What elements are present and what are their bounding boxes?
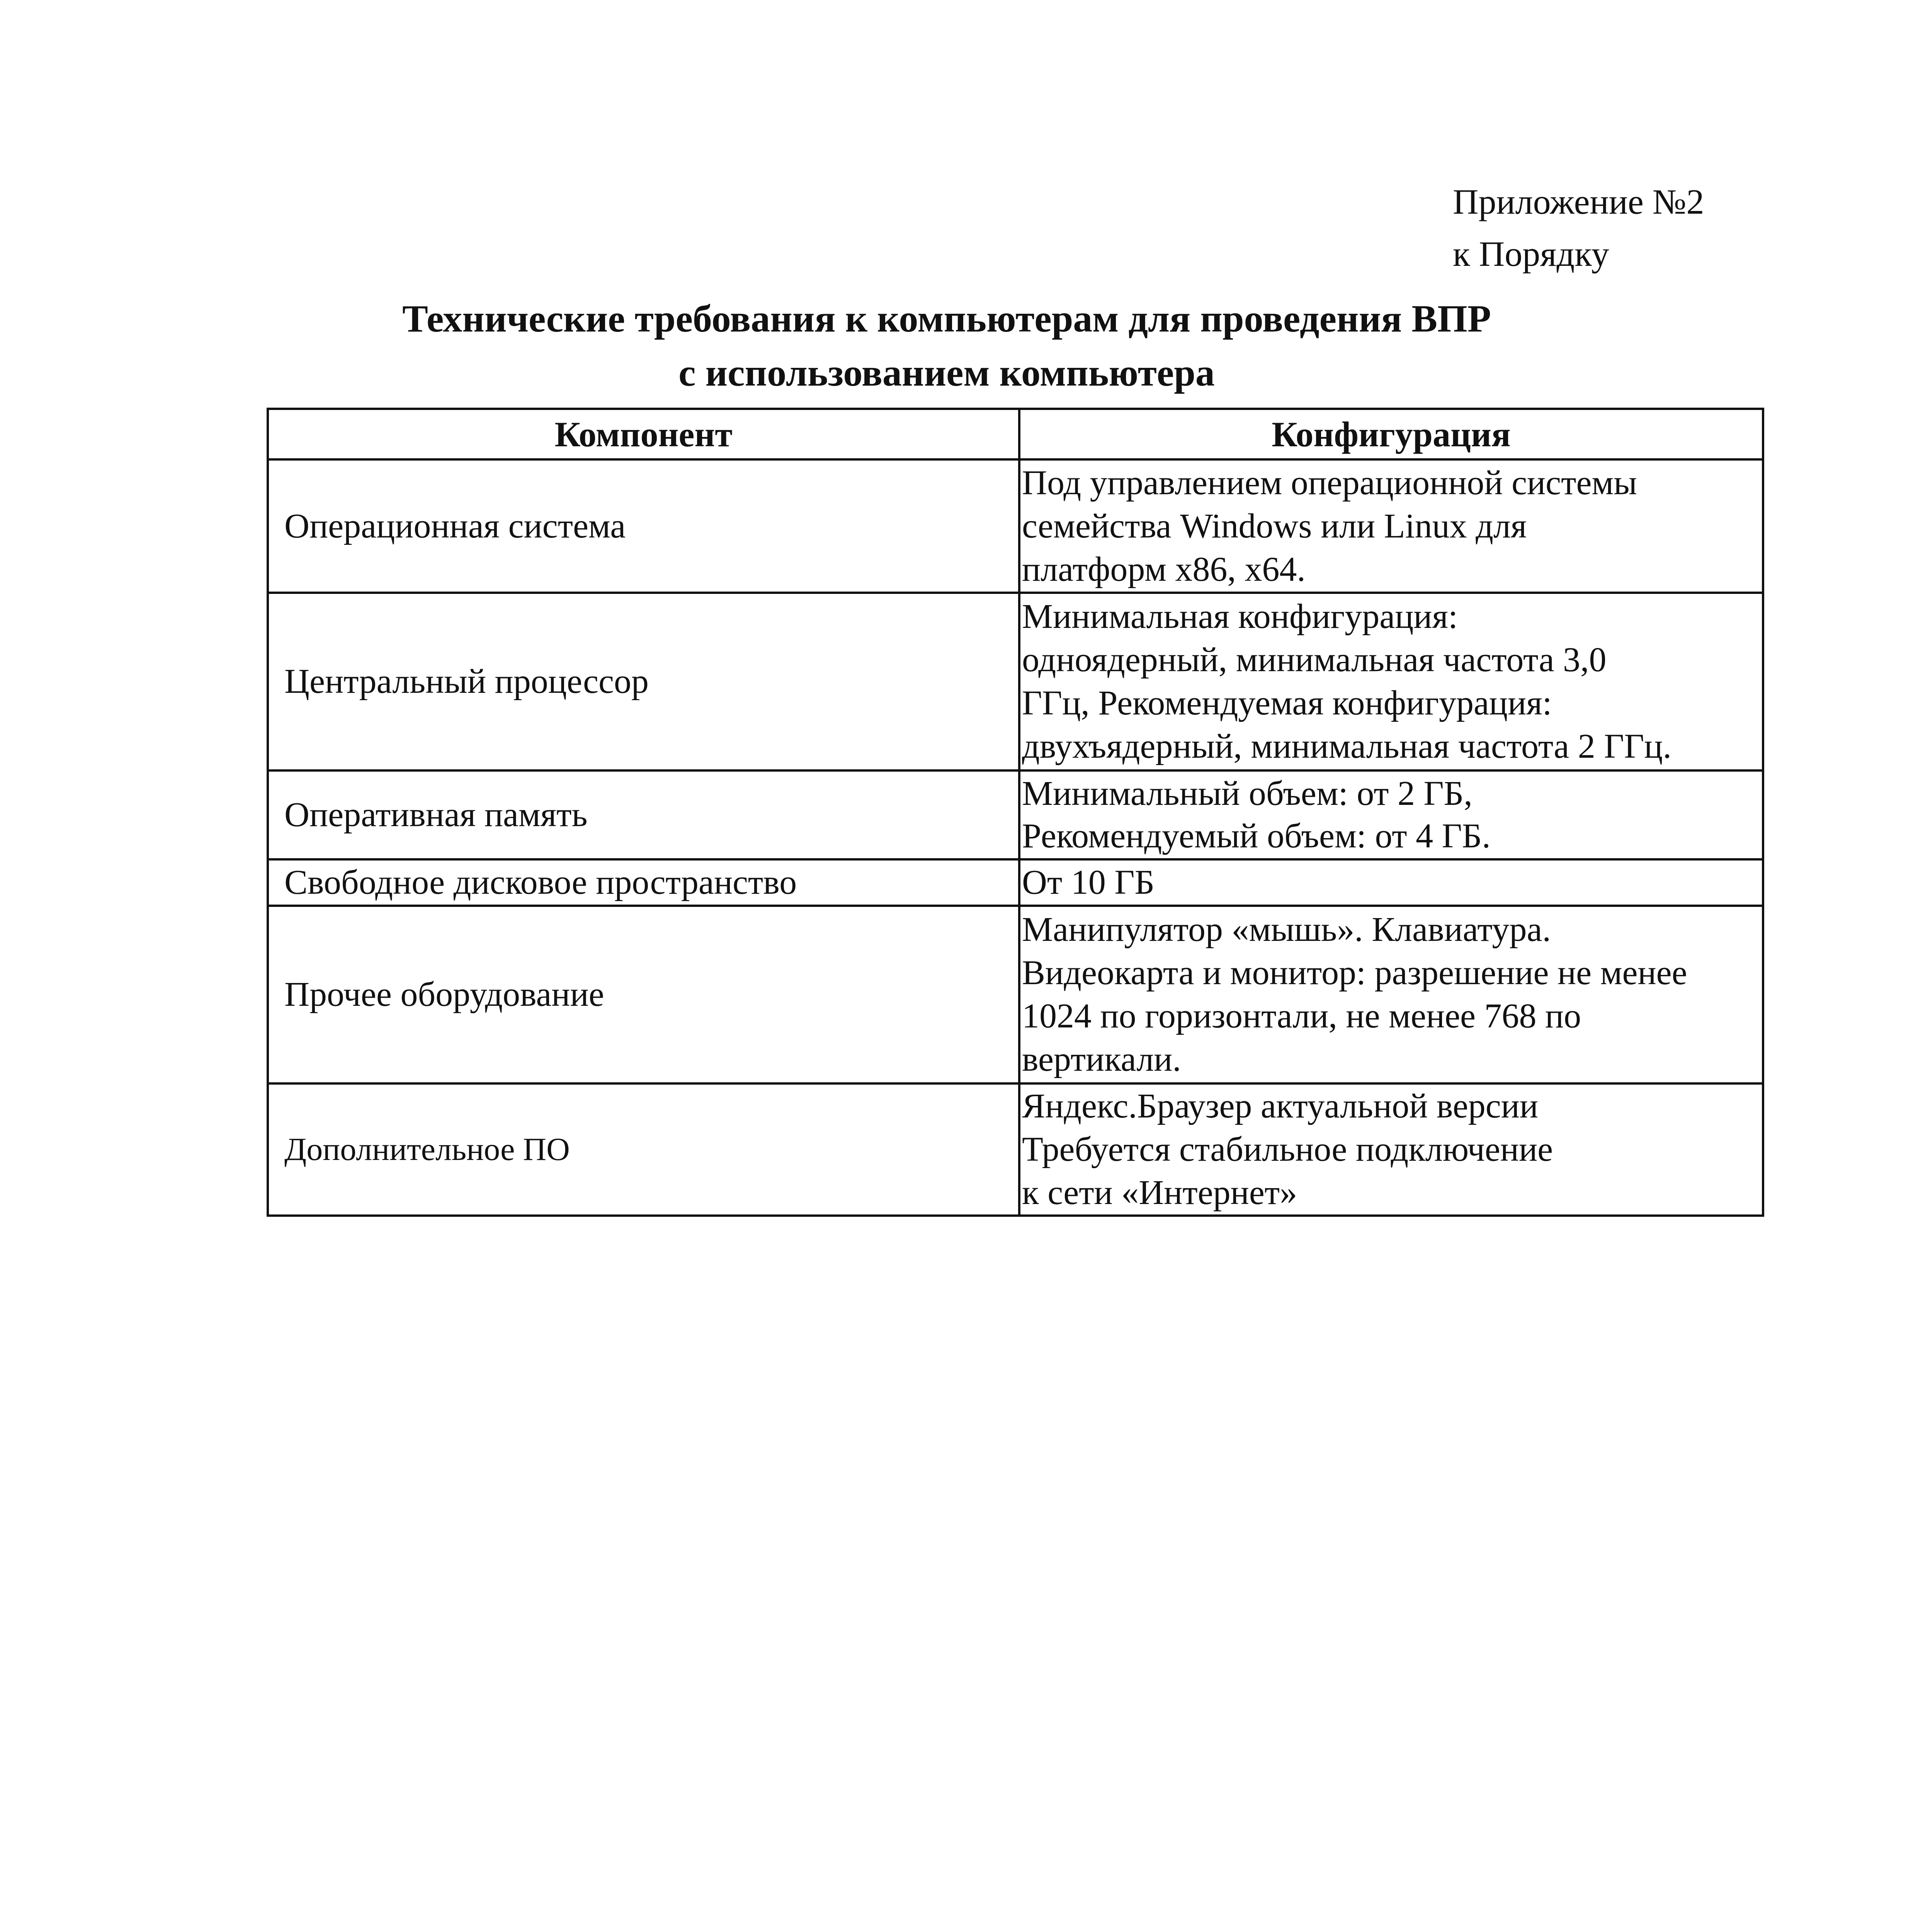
config-line: Яндекс.Браузер актуальной версии: [1022, 1087, 1539, 1125]
config-cell: [1019, 859, 1763, 906]
table-row: [268, 593, 1763, 770]
config-line: одноядерный, минимальная частота 3,0: [1022, 641, 1607, 679]
component-cell: Свободное дисковое пространство: [268, 859, 1019, 906]
requirements-table: [267, 408, 1764, 1217]
config-line: Под управлением операционной системы: [1022, 463, 1637, 502]
config-line: ГГц, Рекомендуемая конфигурация:: [1022, 684, 1552, 722]
table-row: [268, 1083, 1763, 1216]
appendix-label: [1453, 176, 1704, 280]
config-line: Рекомендуемый объем: от 4 ГБ.: [1022, 817, 1491, 855]
config-line: 1024 по горизонтали, не менее 768 по: [1022, 997, 1581, 1035]
component-cell: Центральный процессор: [268, 593, 1019, 770]
config-line: Видеокарта и монитор: разрешение не менее: [1022, 954, 1687, 992]
config-line: к сети «Интернет»: [1022, 1173, 1297, 1212]
config-line: Минимальная конфигурация:: [1022, 597, 1458, 636]
config-line: двухъядерный, минимальная частота 2 ГГц.: [1022, 727, 1671, 765]
config-cell: [1019, 906, 1763, 1083]
table-header-row: [268, 409, 1763, 459]
table-row: [268, 906, 1763, 1083]
title-line-2: с использованием компьютера: [678, 351, 1215, 394]
component-cell: Дополнительное ПО: [268, 1083, 1019, 1216]
config-cell: [1019, 459, 1763, 593]
config-line: Манипулятор «мышь». Клавиатура.: [1022, 910, 1551, 949]
config-line: Минимальный объем: от 2 ГБ,: [1022, 774, 1473, 813]
table-row: [268, 459, 1763, 593]
config-line: От 10 ГБ: [1022, 863, 1155, 901]
page-title: [270, 292, 1623, 400]
table-row: [268, 859, 1763, 906]
component-cell: Оперативная память: [268, 770, 1019, 859]
config-cell: [1019, 593, 1763, 770]
config-line: Требуется стабильное подключение: [1022, 1130, 1553, 1168]
header-component: Компонент: [268, 409, 1019, 459]
config-line: платформ x86, x64.: [1022, 550, 1306, 588]
config-line: вертикали.: [1022, 1040, 1181, 1078]
config-line: семейства Windows или Linux для: [1022, 507, 1527, 545]
appendix-number: Приложение №2: [1453, 182, 1704, 221]
component-cell: Операционная система: [268, 459, 1019, 593]
header-configuration: Конфигурация: [1019, 409, 1763, 459]
title-line-1: Технические требования к компьютерам для проведения ВПР: [402, 297, 1491, 340]
appendix-reference: к Порядку: [1453, 234, 1609, 274]
config-cell: [1019, 1083, 1763, 1216]
table-row: [268, 770, 1763, 859]
component-cell: Прочее оборудование: [268, 906, 1019, 1083]
config-cell: [1019, 770, 1763, 859]
